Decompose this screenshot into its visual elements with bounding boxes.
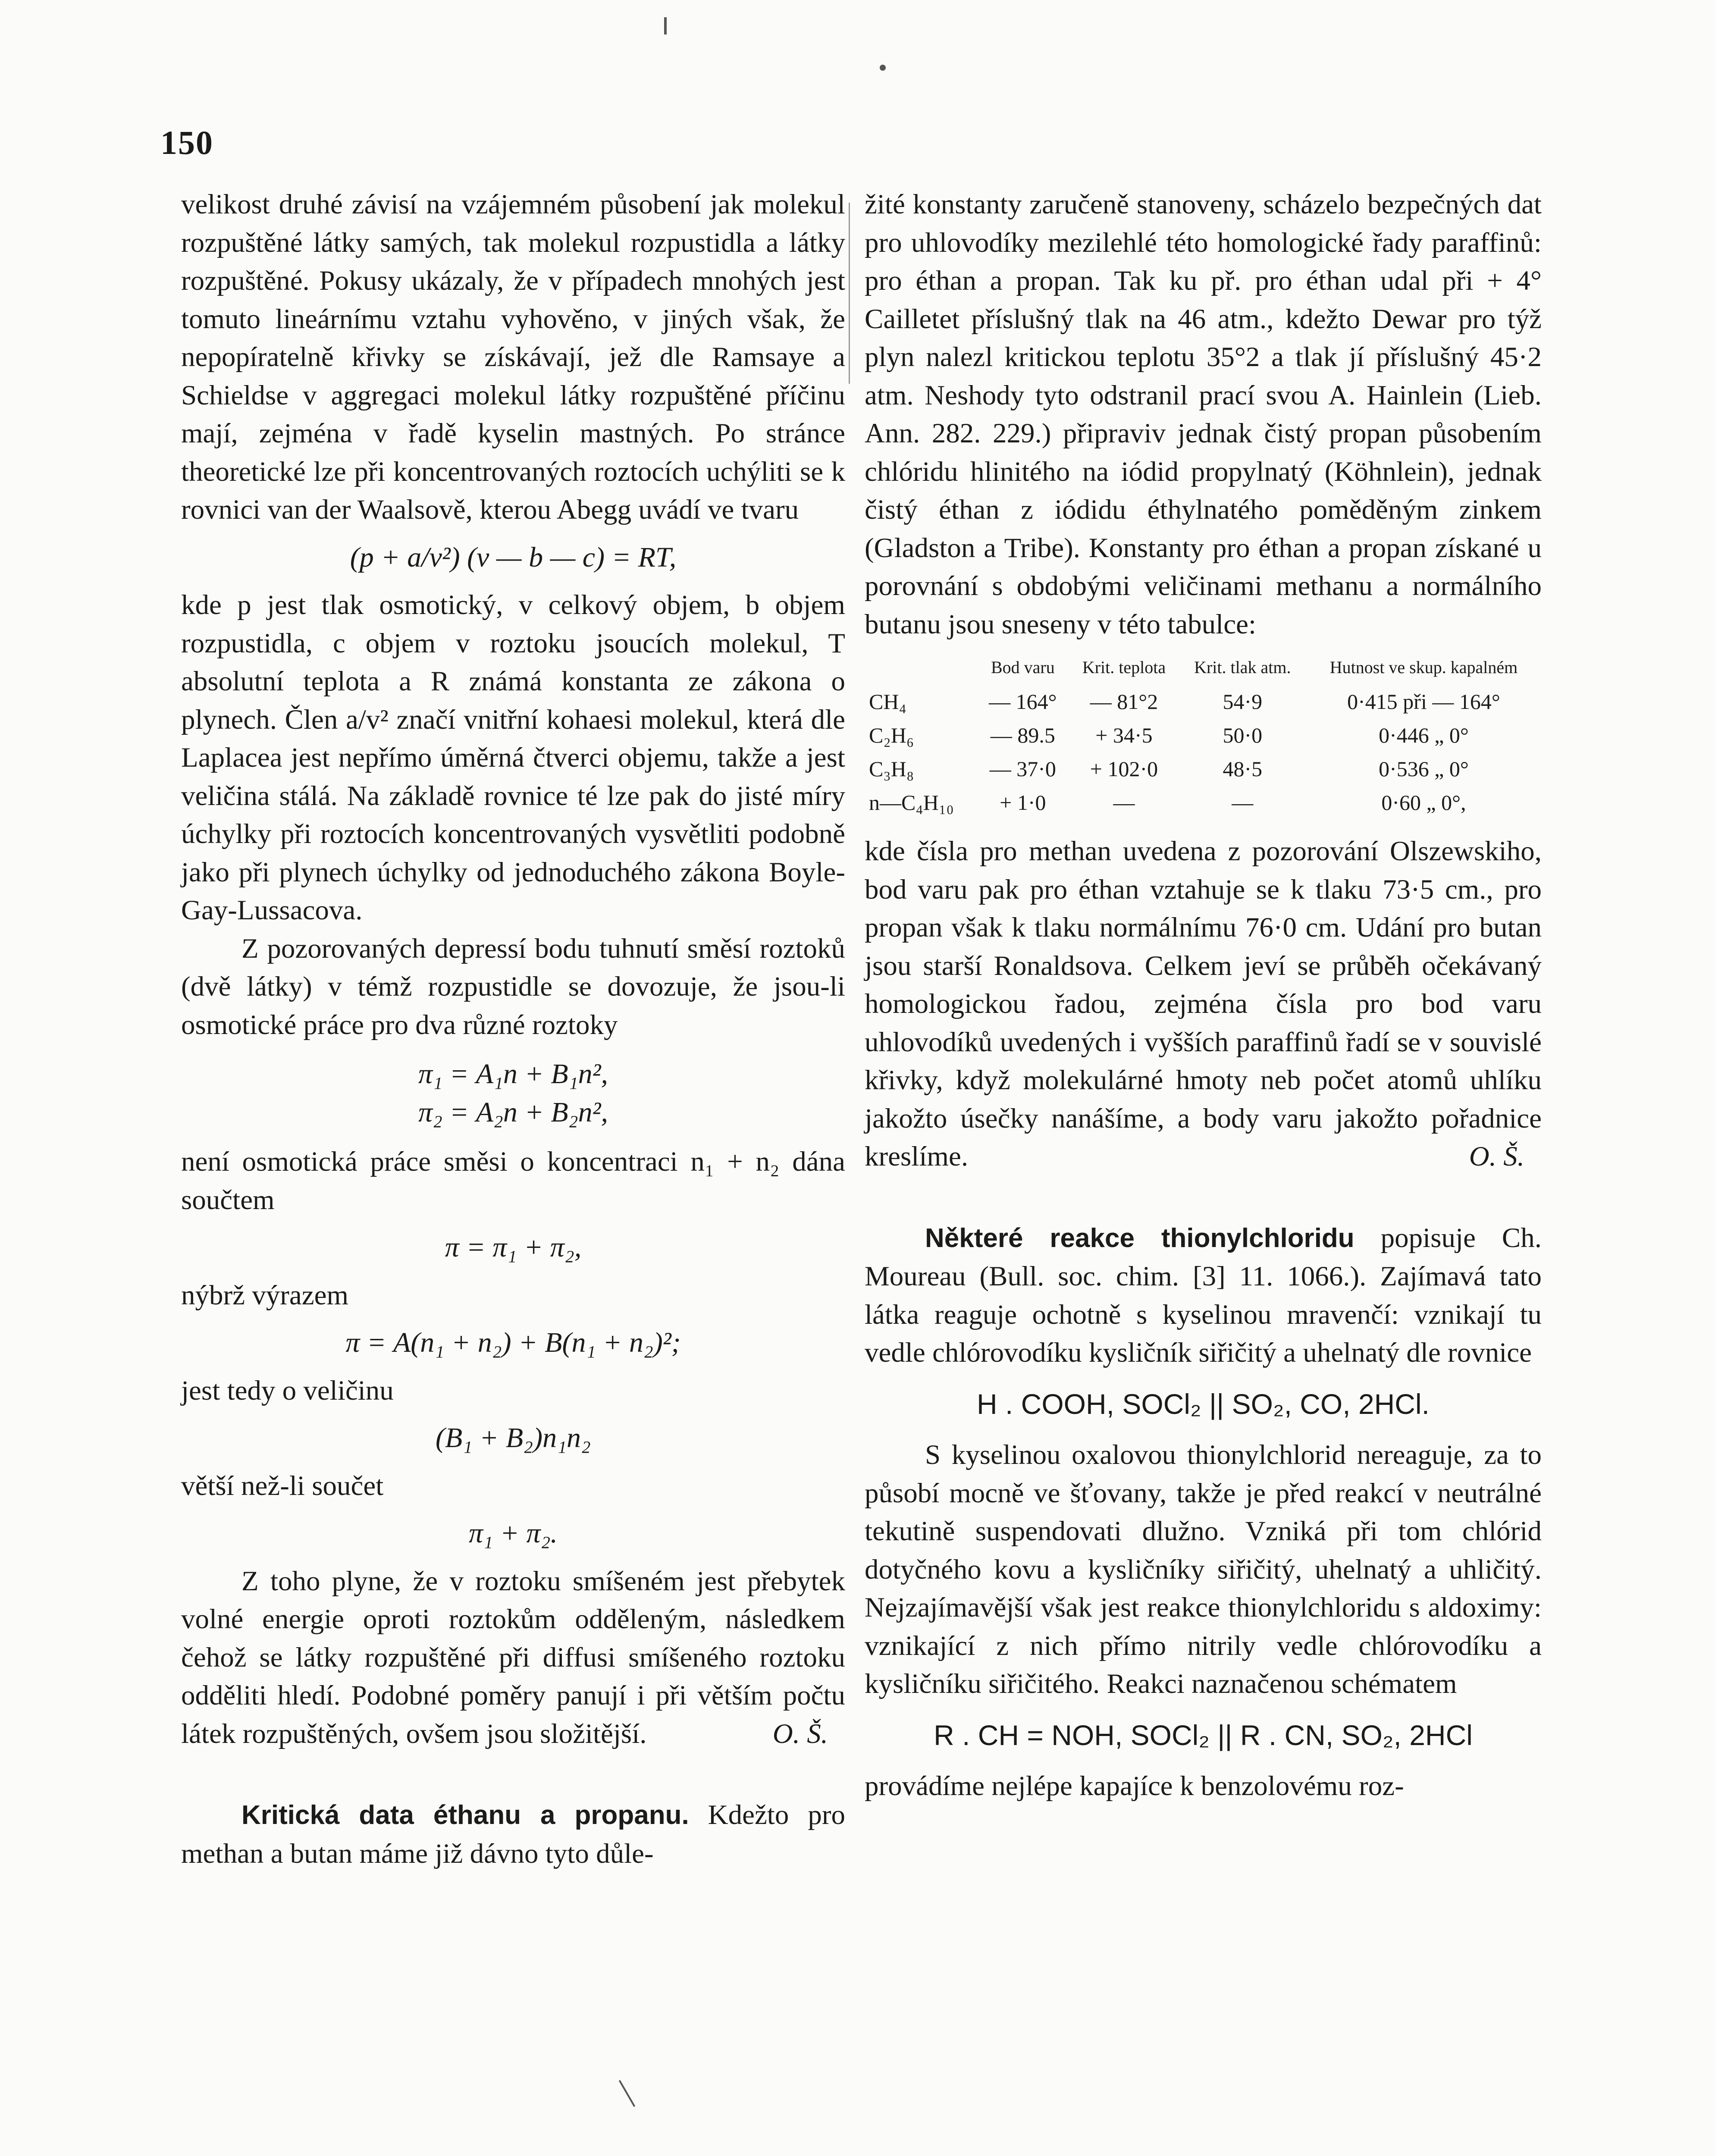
- table-cell: 48·5: [1223, 757, 1263, 781]
- equation-expression: π = A(n₁ + n₂) + B(n₁ + n₂)²;: [345, 1327, 681, 1358]
- table-cell: + 102·0: [1090, 757, 1158, 781]
- paragraph: S kyselinou oxalovou thionylchlorid nereaguje, za to působí mocně ve šťovany, takže je před reakcí v neutrálné tekutině suspendovati dlužno. Vzniká při tom chlórid dotyčného kovu a kysličníky siřičitý, uhelnatý a uhličitý. Nejzajímavější však jest reakce thionylchloridu s aldoximy: vznikající z nich přímo nitrily vedle chlórovodíku a kysličníku siřičitého. Reakci naznačenou schématem: [865, 1439, 1542, 1699]
- table-cell: — 164°: [989, 689, 1057, 714]
- equation-group: [181, 1055, 845, 1131]
- section-spacer: [181, 1753, 845, 1796]
- table-cell: 50·0: [1223, 723, 1263, 747]
- paragraph: není osmotická práce směsi o koncentraci n₁ + n₂ dána součtem: [181, 1146, 845, 1216]
- table-cell: 0·415 při — 164°: [1347, 689, 1500, 714]
- table-header-cell: Bod varu: [991, 658, 1055, 677]
- paragraph: nýbrž výrazem: [181, 1279, 349, 1311]
- table-row: [865, 685, 1542, 718]
- author-signature: O. Š.: [1469, 1141, 1524, 1172]
- section-heading: Kritická data éthanu a propanu.: [241, 1800, 689, 1830]
- paragraph-text: kde čísla pro methan uvedena z pozorování Olszewskiho, bod varu pak pro éthan vztahuje se k tlaku 73·5 cm., pro propan však k tlaku normálnímu 76·0 cm. Udání pro butan jsou starší Ronaldsova. Celkem jeví se průběh očekávaný homologickou řadou, zejména čísla pro bod varu uhlovodíků uvedených i vyšších paraffinů řadí se v souvislé křivky, když molekulárné hmoty neb počet atomů uhlíku jakožto úsečky nanášíme, a body varu jakožto pořadnice kreslíme.: [865, 836, 1542, 1172]
- table-cell: + 34·5: [1095, 723, 1153, 747]
- scan-speck: [664, 17, 667, 34]
- left-column: [181, 185, 845, 1873]
- paragraph: větší než-li součet: [181, 1470, 384, 1501]
- table-header-row: [865, 656, 1542, 685]
- equation-quantity: (B₁ + B₂)n₁n₂: [436, 1422, 591, 1454]
- equation-sum: π = π₁ + π₂,: [445, 1232, 582, 1263]
- table-cell: 0·536 „ 0°: [1379, 757, 1469, 781]
- paragraph: [181, 1562, 845, 1753]
- table-cell: C₃H₈: [869, 757, 914, 781]
- equation-pi1: π₁ = A₁n + B₁n²,: [418, 1058, 608, 1090]
- section-heading: Některé reakce thionylchloridu: [925, 1223, 1354, 1253]
- table-cell: + 1·0: [1000, 790, 1046, 815]
- paragraph: provádíme nejlépe kapajíce k benzolovému roz-: [865, 1771, 1404, 1802]
- table-row: [865, 718, 1542, 752]
- reaction-equation: H . COOH, SOCl₂ || SO₂, CO, 2HCl.: [977, 1388, 1430, 1420]
- table-header-cell: Krit. teplota: [1082, 658, 1166, 677]
- scan-speck: [880, 65, 886, 71]
- section-paragraph: [181, 1796, 845, 1873]
- table-cell: 54·9: [1223, 689, 1263, 714]
- paragraph: [865, 832, 1542, 1176]
- table-cell: n—C₄H₁₀: [869, 790, 954, 815]
- table-row: [865, 786, 1542, 819]
- table-cell: 0·446 „ 0°: [1379, 723, 1469, 747]
- author-signature: O. Š.: [772, 1718, 828, 1749]
- equation-pi2: π₂ = A₂n + B₂n²,: [418, 1096, 608, 1128]
- equation-pi-sum: π₁ + π₂.: [468, 1517, 558, 1549]
- table-row: [865, 752, 1542, 786]
- table-cell: — 37·0: [989, 757, 1056, 781]
- paragraph-text: popisuje Ch. Moureau (Bull. soc. chim. [3] 11. 1066.). Zajímavá tato látka reaguje ochotně s kyselinou mravenčí: vznikají tu vedle chlórovodíku kysličník siřičitý a uhelnatý dle rovnice: [865, 1222, 1542, 1368]
- paragraph: velikost druhé závisí na vzájemném působení jak molekul rozpuštěné látky samých, tak molekul rozpustidla a látky rozpuštěné. Pokusy ukázaly, že v případech mnohých jest tomuto lineárnímu vztahu vyhověno, v jiných však, že nepopíratelně křivky se získávají, jež dle Ramsaye a Schieldse v aggregaci molekul látky rozpuštěné příčinu mají, zejména v řadě kyselin mastných. Po stránce theoretické lze při koncentrovaných roztocích uchýliti se k rovnici van der Waalsově, kterou Abegg uvádí ve tvaru: [181, 189, 845, 525]
- right-column: [865, 185, 1542, 1805]
- table-cell: CH₄: [869, 689, 906, 714]
- paragraph-text: Z toho plyne, že v roztoku smíšeném jest přebytek volné energie oproti roztokům odděleným, následkem čehož se látky rozpuštěné při diffusi smíšeného roztoku odděliti hledí. Podobné poměry panují i při větším počtu látek rozpuštěných, ovšem jsou složitější.: [181, 1565, 845, 1749]
- paragraph: jest tedy o veličinu: [181, 1375, 394, 1406]
- section-spacer: [865, 1176, 1542, 1219]
- page-number: 150: [160, 124, 213, 161]
- scan-speck: [619, 2080, 635, 2107]
- table-cell: 0·60 „ 0°,: [1381, 790, 1466, 815]
- section-paragraph: [865, 1219, 1542, 1372]
- equation-van-der-waals: (p + a/v²) (v — b — c) = RT,: [350, 541, 677, 573]
- table-cell: — 89.5: [990, 723, 1055, 747]
- table-cell: C₂H₆: [869, 723, 914, 747]
- table-cell: — 81°2: [1090, 689, 1158, 714]
- table-cell: —: [1113, 790, 1135, 815]
- table-cell: —: [1232, 790, 1254, 815]
- paragraph-text: Kdežto pro methan a butan máme již dávno tyto důle-: [181, 1799, 845, 1869]
- paragraph: žité konstanty zaručeně stanoveny, scházelo bezpečných dat pro uhlovodíky mezilehlé této homologické řady paraffinů: pro éthan a propan. Tak ku př. pro éthan udal při + 4° Cailletet příslušný tlak na 46 atm., kdežto Dewar pro týž plyn nalezl kritickou teplotu 35°2 a tlak jí příslušný 45·2 atm. Neshody tyto odstranil prací svou A. Hainlein (Lieb. Ann. 282. 229.) připraviv jednak čistý propan působením chlóridu hlinitého na iódid propylnatý (Köhnlein), jednak čistý éthan z iódidu éthylnatého poměděným zinkem (Gladston a Tribe). Konstanty pro éthan a propan získané u porovnání s obdobými veličinami methanu a normálního butanu jsou sneseny v této tabulce:: [865, 189, 1542, 640]
- paragraph: kde p jest tlak osmotický, v celkový objem, b objem rozpustidla, c objem v roztoku jsoucích molekul, T absolutní teplota a R známá konstanta ze zákona o plynech. Člen a/v² značí vnitřní kohaesi molekul, která dle Laplacea jest nepřímo úměrná čtverci objemu, takže a jest veličina stálá. Na základě rovnice té lze pak do jisté míry úchylky při roztocích koncentrovaných vysvětliti podobně jako při plynech úchylky od jednoduchého zákona Boyle-Gay-Lussacova.: [181, 589, 845, 926]
- table-header-cell: Krit. tlak atm.: [1194, 658, 1291, 677]
- paragraph: Z pozorovaných depressí bodu tuhnutí směsí roztoků (dvě látky) v témž rozpustidle se dovozuje, že jsou-li osmotické práce pro dva různé roztoky: [181, 933, 845, 1040]
- reaction-scheme: R . CH = NOH, SOCl₂ || R . CN, SO₂, 2HCl: [934, 1719, 1473, 1751]
- table-header-cell: Hutnost ve skup. kapalném: [1329, 658, 1518, 677]
- table-header-cell: [865, 656, 977, 685]
- column-divider: [849, 203, 850, 384]
- critical-data-table: [865, 656, 1542, 819]
